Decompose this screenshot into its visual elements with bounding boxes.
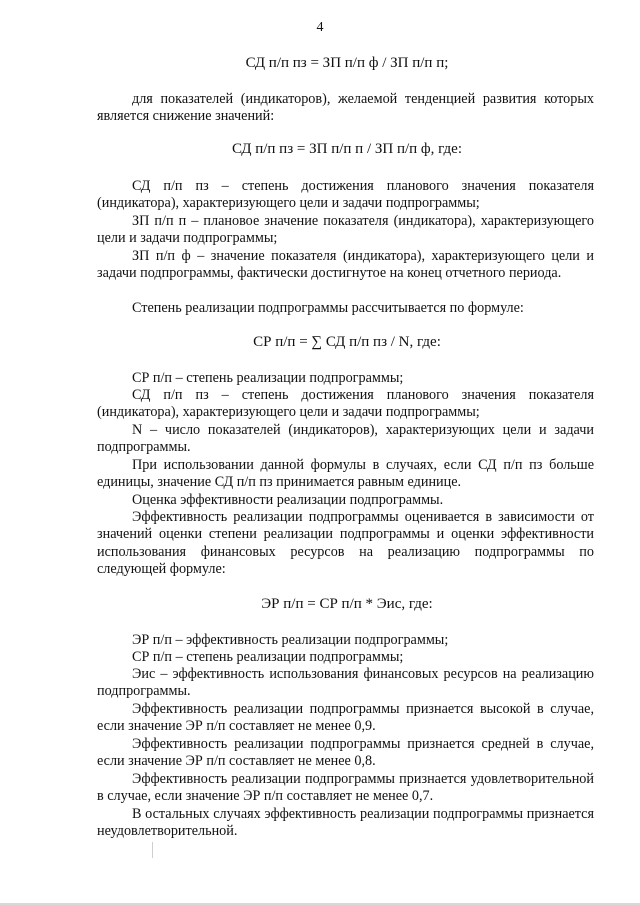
definition-n: N – число показателей (индикаторов), характеризующих цели и задачи подпрограммы. <box>97 422 594 456</box>
definition-eis: Эис – эффективность использования финансовых ресурсов на реализацию подпрограммы. <box>97 666 594 700</box>
definition-sd-repeat: СД п/п пз – степень достижения планового значения показателя (индикатора), характеризующего цели и задачи подпрограммы; <box>97 387 594 421</box>
definition-er: ЭР п/п – эффективность реализации подпрограммы; <box>132 632 449 648</box>
formula-sd-decrease: СД п/п пз = ЗП п/п п / ЗП п/п ф, где: <box>231 141 463 157</box>
paragraph-efficiency-medium: Эффективность реализации подпрограммы признается средней в случае, если значение ЭР п/п составляет не менее 0,8. <box>97 736 594 770</box>
definition-sd: СД п/п пз – степень достижения планового значения показателя (индикатора), характеризующего цели и задачи подпрограммы; <box>97 178 594 212</box>
paragraph-efficiency-satisfactory: Эффективность реализации подпрограммы признается удовлетворительной в случае, если значение ЭР п/п составляет не менее 0,7. <box>97 771 594 805</box>
scan-artifact <box>152 842 153 858</box>
paragraph-efficiency-heading: Оценка эффективности реализации подпрограммы. <box>132 492 444 508</box>
formula-sd-increase: СД п/п пз = ЗП п/п ф / ЗП п/п п; <box>245 55 449 71</box>
definition-zp-fact: ЗП п/п ф – значение показателя (индикатора), характеризующего цели и задачи подпрограммы, фактически достигнутое на конец отчетного периода. <box>97 248 594 282</box>
definition-sr-repeat: СР п/п – степень реализации подпрограммы; <box>132 649 404 665</box>
paragraph-efficiency-unsatisfactory: В остальных случаях эффективность реализации подпрограммы признается неудовлетворительной. <box>97 806 594 840</box>
formula-er: ЭР п/п = СР п/п * Эис, где: <box>261 596 433 612</box>
formula-sr: СР п/п = ∑ СД п/п пз / N, где: <box>253 334 441 350</box>
definition-zp-plan: ЗП п/п п – плановое значение показателя (индикатора), характеризующего цели и задачи подпрограммы; <box>97 213 594 247</box>
paragraph-sr-intro: Степень реализации подпрограммы рассчитывается по формуле: <box>132 300 524 316</box>
paragraph-decrease-intro: для показателей (индикаторов), желаемой тенденцией развития которых является снижение значений: <box>97 91 594 125</box>
paragraph-efficiency-description: Эффективность реализации подпрограммы оценивается в зависимости от значений оценки степени реализации подпрограммы и оценки эффективности использования финансовых ресурсов на реализацию подпрограммы по следующей формуле: <box>97 509 594 578</box>
paragraph-efficiency-high: Эффективность реализации подпрограммы признается высокой в случае, если значение ЭР п/п составляет не менее 0,9. <box>97 701 594 735</box>
definition-sr: СР п/п – степень реализации подпрограммы; <box>132 370 404 386</box>
paragraph-rule: При использовании данной формулы в случаях, если СД п/п пз больше единицы, значение СД п/п пз принимается равным единице. <box>97 457 594 491</box>
page-number: 4 <box>316 20 324 35</box>
